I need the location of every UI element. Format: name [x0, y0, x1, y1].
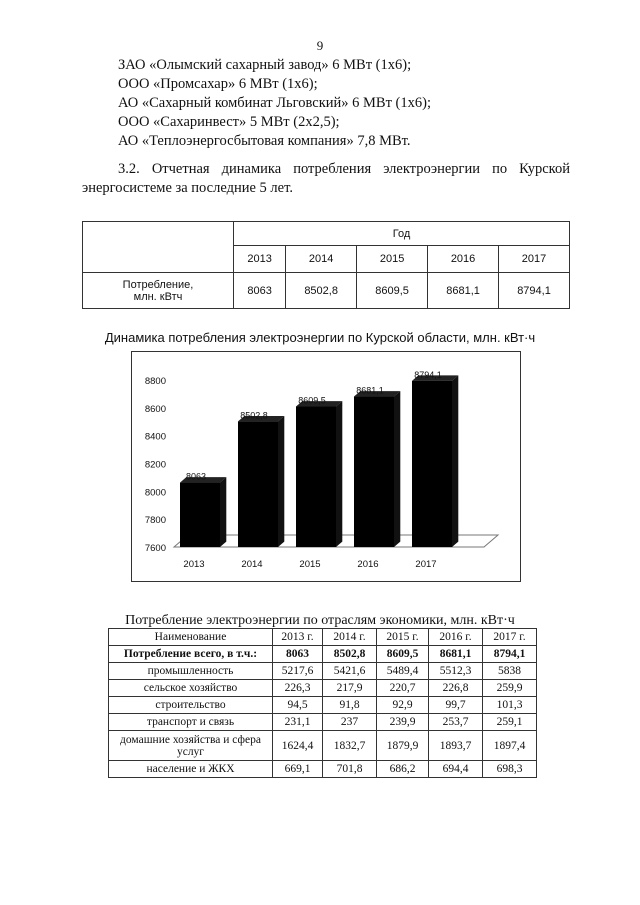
sector-value: 253,7	[429, 714, 483, 731]
company-list	[118, 56, 431, 151]
table-row	[109, 761, 537, 778]
header-cell: 2015 г.	[377, 629, 429, 646]
bar-front	[238, 421, 278, 547]
sector-value: 259,9	[483, 680, 537, 697]
sector-value: 226,8	[429, 680, 483, 697]
y-tick-label: 7800	[144, 515, 166, 527]
sector-value: 694,4	[429, 761, 483, 778]
page-number: 9	[316, 38, 324, 53]
y-tick-label: 8600	[144, 403, 166, 415]
row-label-line-1: Потребление,	[122, 278, 194, 291]
table-row	[109, 697, 537, 714]
sector-value: 5421,6	[323, 663, 377, 680]
bar-chart-svg	[132, 352, 520, 581]
row-label-line-2: млн. кВтч	[133, 290, 183, 303]
x-tick-label: 2014	[241, 559, 263, 570]
bar-side	[452, 375, 458, 547]
sector-value: 1832,7	[323, 731, 377, 761]
value-cell: 8794,1	[499, 273, 570, 309]
bar-side	[220, 477, 226, 547]
y-tick-label: 8400	[144, 431, 166, 443]
row-label	[83, 273, 234, 309]
company-item: АО «Теплоэнергосбытовая компания» 7,8 МВт.	[118, 133, 411, 149]
sector-value: 8681,1	[429, 646, 483, 663]
header-cell: 2013 г.	[273, 629, 323, 646]
value-cell: 8609,5	[357, 273, 428, 309]
sector-value: 701,8	[323, 761, 377, 778]
data-label: 8063	[185, 471, 207, 482]
company-item: ООО «Сахаринвест» 5 МВт (2х2,5);	[118, 114, 340, 130]
table-row	[109, 646, 537, 663]
table-row	[109, 714, 537, 731]
sector-name: транспорт и связь	[109, 714, 273, 731]
sector-value: 5512,3	[429, 663, 483, 680]
company-item: ЗАО «Олымский сахарный завод» 6 МВт (1х6);	[118, 57, 412, 73]
company-item: АО «Сахарный комбинат Льговский» 6 МВт (1х6);	[118, 95, 431, 111]
sector-value: 5217,6	[273, 663, 323, 680]
sector-name: Потребление всего, в т.ч.:	[109, 646, 273, 663]
sector-value: 239,9	[377, 714, 429, 731]
bar-side	[336, 401, 342, 547]
year-header: Год	[234, 222, 570, 246]
company-item: ООО «Промсахар» 6 МВт (1х6);	[118, 76, 318, 92]
section-heading	[82, 160, 570, 198]
sector-name: строительство	[109, 697, 273, 714]
sector-name: промышленность	[109, 663, 273, 680]
value-cell: 8063	[234, 273, 286, 309]
header-cell: 2016 г.	[429, 629, 483, 646]
sector-value: 237	[323, 714, 377, 731]
data-label: 8794,1	[414, 369, 442, 380]
bar-front	[296, 407, 336, 547]
x-tick-label: 2013	[183, 559, 205, 570]
bar-side	[278, 416, 284, 547]
sector-value: 698,3	[483, 761, 537, 778]
year-cell: 2016	[428, 246, 499, 273]
sector-value: 1879,9	[377, 731, 429, 761]
sector-table	[108, 628, 537, 778]
empty-header-cell	[83, 222, 234, 273]
sector-value: 94,5	[273, 697, 323, 714]
table-row	[109, 731, 537, 761]
y-tick-label: 8800	[144, 376, 166, 387]
value-cell: 8502,8	[286, 273, 357, 309]
x-tick-label: 2016	[357, 559, 379, 570]
year-cell: 2015	[357, 246, 428, 273]
sector-value: 226,3	[273, 680, 323, 697]
bar-chart	[131, 351, 521, 582]
y-tick-label: 8200	[144, 459, 166, 471]
header-cell: 2017 г.	[483, 629, 537, 646]
sector-value: 92,9	[377, 697, 429, 714]
sector-value: 669,1	[273, 761, 323, 778]
data-label: 8502,8	[240, 410, 268, 421]
data-label: 8681,1	[356, 385, 384, 396]
sector-value: 5838	[483, 663, 537, 680]
bar-front	[180, 483, 220, 547]
sector-value: 217,9	[323, 680, 377, 697]
sector-value: 101,3	[483, 697, 537, 714]
sector-value: 91,8	[323, 697, 377, 714]
table-row	[109, 680, 537, 697]
section-line-1: 3.2. Отчетная динамика потребления электроэнергии по Курской	[118, 161, 570, 177]
data-label: 8609,5	[298, 395, 326, 406]
year-cell: 2014	[286, 246, 357, 273]
sector-name: сельское хозяйство	[109, 680, 273, 697]
sector-value: 99,7	[429, 697, 483, 714]
sector-value: 686,2	[377, 761, 429, 778]
sector-value: 8609,5	[377, 646, 429, 663]
sector-value: 1893,7	[429, 731, 483, 761]
chart-title: Динамика потребления электроэнергии по Курской области, млн. кВт·ч	[104, 330, 536, 345]
bar-side	[394, 391, 400, 547]
consumption-table	[82, 221, 570, 309]
sector-value: 220,7	[377, 680, 429, 697]
section-line-2: энергосистеме за последние 5 лет.	[82, 180, 293, 196]
sector-table-title: Потребление электроэнергии по отраслям экономики, млн. кВт·ч	[125, 613, 515, 628]
y-tick-label: 8000	[144, 487, 166, 499]
sector-value: 5489,4	[377, 663, 429, 680]
year-cell: 2017	[499, 246, 570, 273]
bar-front	[354, 397, 394, 547]
sector-value: 1624,4	[273, 731, 323, 761]
bar-front	[412, 381, 452, 547]
sector-value: 259,1	[483, 714, 537, 731]
header-cell: Наименование	[109, 629, 273, 646]
sector-value: 231,1	[273, 714, 323, 731]
x-tick-label: 2015	[299, 559, 321, 570]
sector-name: домашние хозяйства и сфера услуг	[109, 731, 273, 761]
sector-value: 8063	[273, 646, 323, 663]
year-cell: 2013	[234, 246, 286, 273]
value-cell: 8681,1	[428, 273, 499, 309]
sector-value: 8502,8	[323, 646, 377, 663]
header-cell: 2014 г.	[323, 629, 377, 646]
sector-name: население и ЖКХ	[109, 761, 273, 778]
sector-value: 1897,4	[483, 731, 537, 761]
y-tick-label: 7600	[144, 543, 166, 554]
table-row	[109, 663, 537, 680]
sector-value: 8794,1	[483, 646, 537, 663]
x-tick-label: 2017	[415, 559, 437, 570]
